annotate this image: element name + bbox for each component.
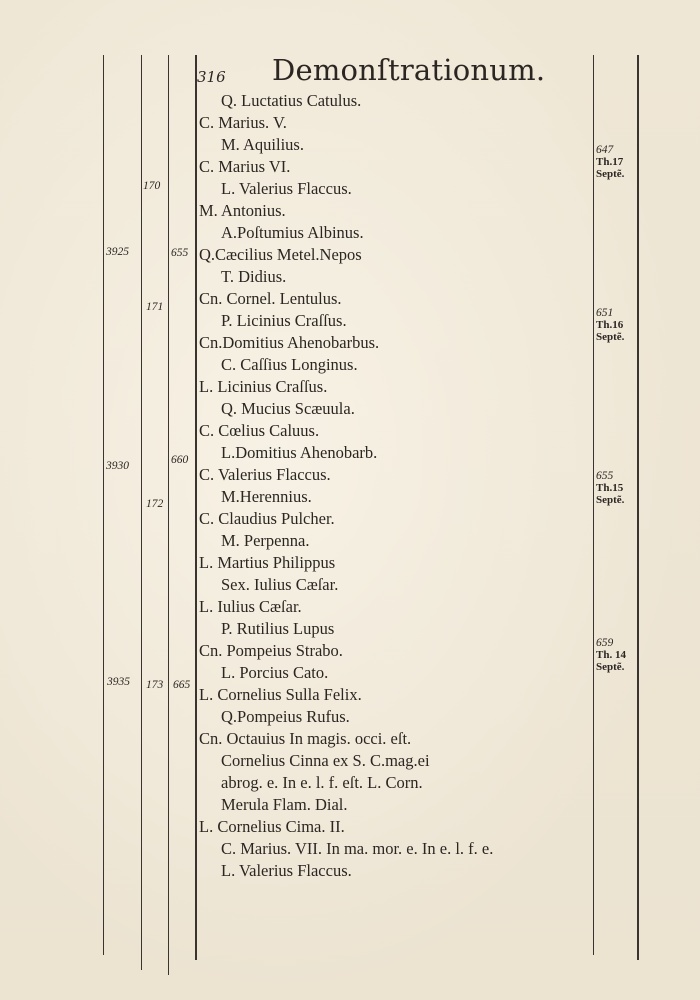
margin-number: 170 [143,180,161,192]
consul-entry: Cornelius Cinna ex S. C.mag.ei [221,751,430,770]
consul-entry: P. Licinius Craſſus. [221,311,347,330]
column-rule-4 [195,55,197,960]
consul-entry: L. Valerius Flaccus. [221,179,352,198]
consul-entry: Sex. Iulius Cæſar. [221,575,339,594]
margin-note: 659 Th. 14 Septẽ. [596,637,626,673]
consul-entry: L. Valerius Flaccus. [221,861,352,880]
page-title: Demonſtrationum. [272,53,546,87]
consul-entry: T. Didius. [221,267,287,286]
consul-entry: Q.Cæcilius Metel.Nepos [199,245,362,264]
column-rule-6 [637,55,639,960]
consul-entry: M. Antonius. [199,201,286,220]
consul-entry: M. Aquilius. [221,135,304,154]
consul-entry: C. Claudius Pulcher. [199,509,335,528]
consul-entry: Cn.Domitius Ahenobarbus. [199,333,380,352]
consul-entry: C. Marius VI. [199,157,291,176]
consul-entry: C. Marius. VII. In ma. mor. e. In e. l. f. e. [221,839,494,858]
consul-entry: M. Perpenna. [221,531,310,550]
consul-entry: P. Rutilius Lupus [221,619,335,638]
consul-entry: Cn. Octauius In magis. occi. eſt. [199,729,412,748]
margin-note: 655 Th.15 Septẽ. [596,470,625,506]
page-number: 316 [197,68,226,86]
consul-entry: L. Porcius Cato. [221,663,329,682]
consul-entry: abrog. e. In e. l. f. eſt. L. Corn. [221,773,423,792]
consul-entry: C. Cœlius Caluus. [199,421,320,440]
margin-number: 665 [173,679,191,691]
consul-entry: L. Iulius Cæſar. [199,597,302,616]
consul-entry: C. Valerius Flaccus. [199,465,331,484]
consul-entry: A.Poſtumius Albinus. [221,223,364,242]
consul-entry: C. Marius. V. [199,113,287,132]
column-rule-3 [168,55,169,975]
consul-entry: Cn. Pompeius Strabo. [199,641,343,660]
consul-entry: Q. Luctatius Catulus. [221,91,362,110]
consul-entry: L. Licinius Craſſus. [199,377,328,396]
margin-number: 172 [146,498,164,510]
consul-entry: C. Caſſius Longinus. [221,355,358,374]
column-rule-2 [141,55,142,970]
margin-note: 651 Th.16 Septẽ. [596,307,625,343]
margin-number: 660 [171,454,189,466]
column-rule-5 [593,55,594,955]
consul-entry: L. Cornelius Sulla Felix. [199,685,362,704]
consul-entry: L.Domitius Ahenobarb. [221,443,378,462]
margin-number: 655 [171,247,189,259]
consul-entry: L. Cornelius Cima. II. [199,817,345,836]
margin-number: 3930 [106,460,129,472]
margin-number: 3925 [106,246,129,258]
column-rule-1 [103,55,104,955]
consul-entry: Merula Flam. Dial. [221,795,348,814]
consul-entry: Cn. Cornel. Lentulus. [199,289,342,308]
consul-entry: Q.Pompeius Rufus. [221,707,350,726]
margin-number: 171 [146,301,164,313]
consul-entry: Q. Mucius Scæuula. [221,399,355,418]
margin-number: 3935 [107,676,130,688]
consul-entry: L. Martius Philippus [199,553,336,572]
margin-note: 647 Th.17 Septẽ. [596,144,625,180]
margin-number: 173 [146,679,164,691]
consul-entry: M.Herennius. [221,487,312,506]
